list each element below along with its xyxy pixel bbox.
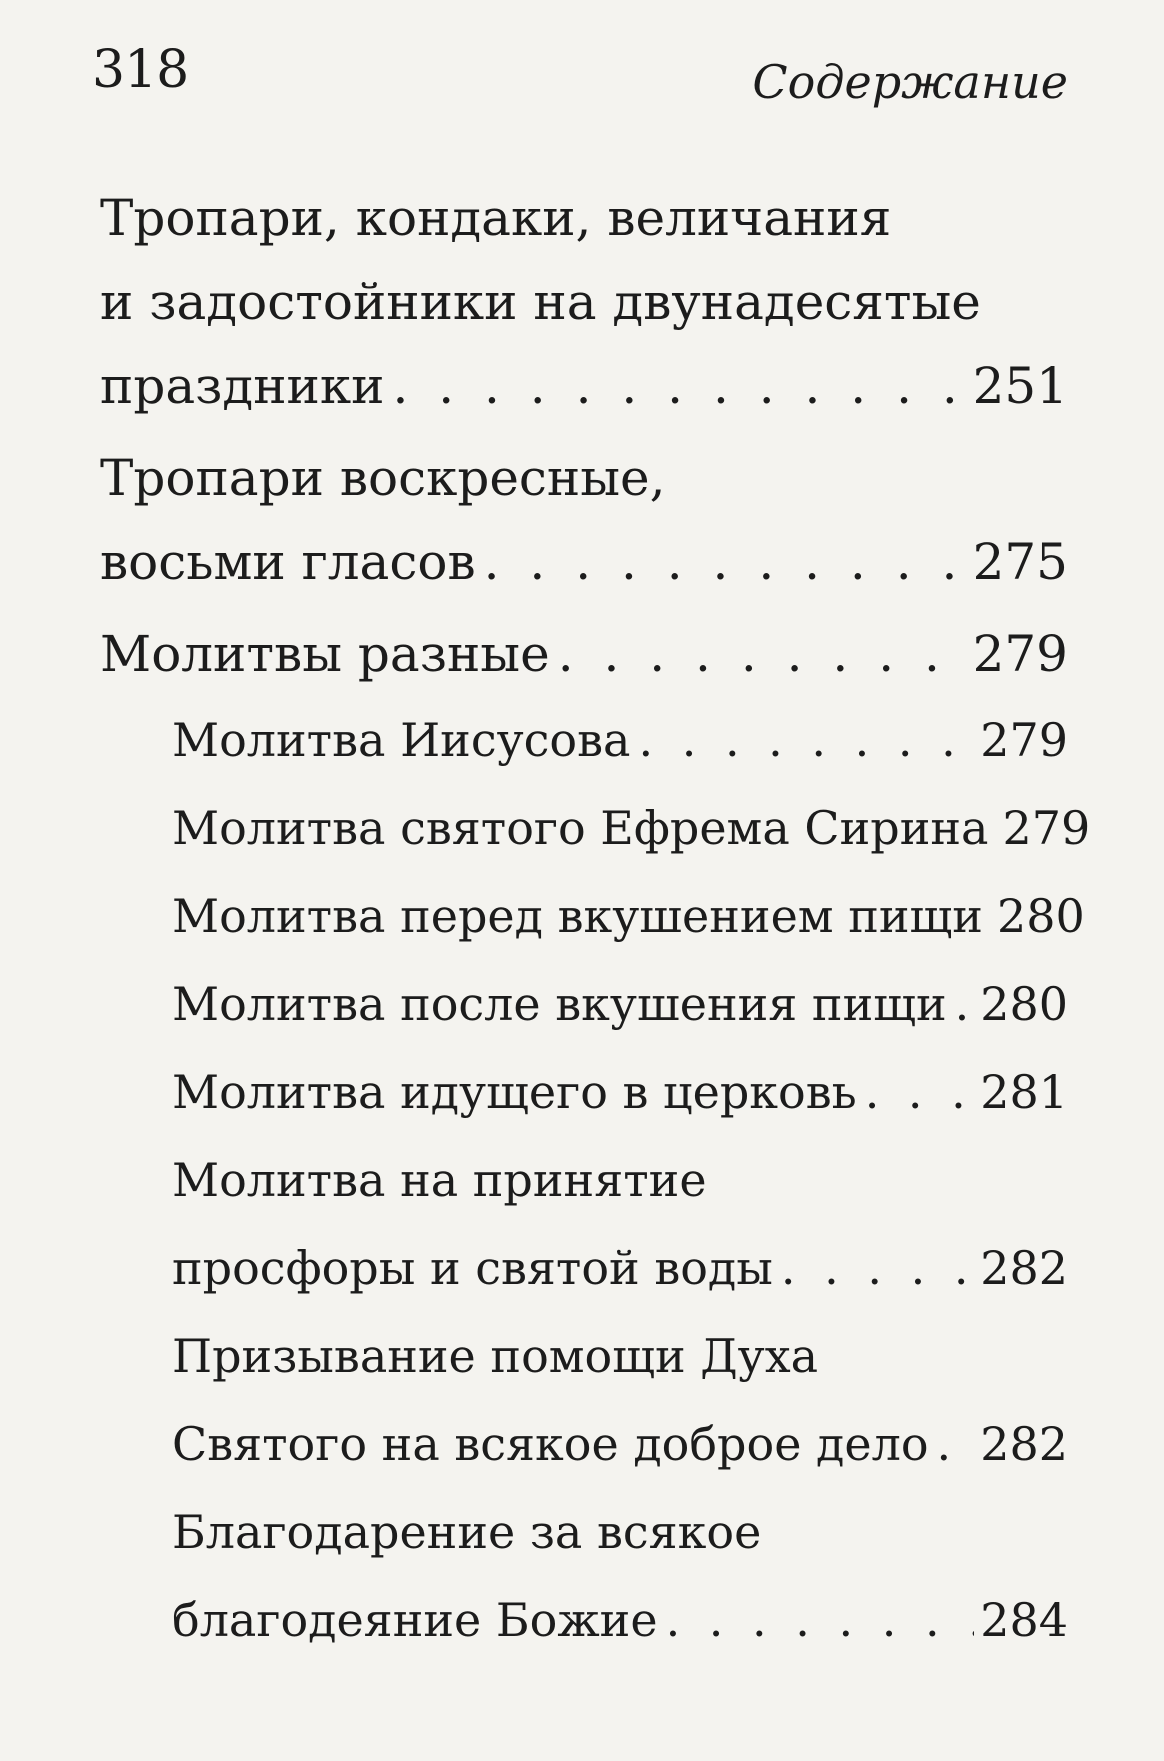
dot-leader xyxy=(781,1224,974,1312)
running-title: Содержание xyxy=(752,55,1068,109)
toc-entry-text: Молитвы разные xyxy=(100,625,550,683)
toc-entry-last-line xyxy=(172,1576,1068,1664)
toc-entry-text: Молитва святого Ефрема Сирина xyxy=(172,801,989,855)
toc-entry-last-line xyxy=(172,1048,1068,1136)
toc-entry-last-line xyxy=(172,1224,1068,1312)
toc-entry-last-line xyxy=(100,612,1068,696)
toc-page-number: 282 xyxy=(980,1417,1068,1471)
toc-page-number: 280 xyxy=(996,889,1085,943)
toc-entry-text: Благодарение за всякое xyxy=(172,1505,762,1559)
toc-entry-text: Призывание помощи Духа xyxy=(172,1329,819,1383)
toc-entry xyxy=(100,436,1068,604)
toc-entry-last-line xyxy=(172,1400,1068,1488)
toc-sub-entry xyxy=(172,1488,1068,1664)
toc-page-number: 251 xyxy=(972,357,1068,415)
toc-page-number: 279 xyxy=(1002,801,1091,855)
page-number: 318 xyxy=(92,40,189,100)
toc-entry-text: просфоры и святой воды xyxy=(172,1241,773,1295)
toc-entry-text: Тропари воскресные, xyxy=(100,449,666,507)
toc-sub-entry xyxy=(172,872,1085,960)
toc-entry-text: восьми гласов xyxy=(100,533,476,591)
toc-page-number: 282 xyxy=(980,1241,1068,1295)
toc-entry-last-line xyxy=(172,696,1068,784)
toc-entry-text: Молитва идущего в церковь xyxy=(172,1065,857,1119)
toc-page-number: 279 xyxy=(980,713,1068,767)
dot-leader xyxy=(937,1400,975,1488)
toc-page-number: 284 xyxy=(980,1593,1068,1647)
toc-entry-last-line xyxy=(172,960,1068,1048)
toc-entry-last-line xyxy=(100,520,1068,604)
toc-entry-text: праздники xyxy=(100,357,385,415)
table-of-contents xyxy=(100,176,1091,1664)
toc-sub-entry xyxy=(172,960,1068,1048)
dot-leader xyxy=(392,344,966,428)
toc-sub-entry xyxy=(172,696,1068,784)
toc-entry-text: Святого на всякое доброе дело xyxy=(172,1417,929,1471)
toc-entry-text: Молитва на принятие xyxy=(172,1153,707,1207)
dot-leader xyxy=(638,696,974,784)
toc-entry-text: Молитва Иисусова xyxy=(172,713,631,767)
dot-leader xyxy=(666,1576,975,1664)
dot-leader xyxy=(955,960,975,1048)
toc-entry-last-line xyxy=(172,784,1091,872)
toc-sub-entry xyxy=(172,1312,1068,1488)
toc-page-number: 279 xyxy=(972,625,1068,683)
toc-page-number: 280 xyxy=(980,977,1068,1031)
dot-leader xyxy=(558,612,967,696)
toc-entry xyxy=(100,176,1068,428)
toc-page-number: 281 xyxy=(980,1065,1068,1119)
dot-leader xyxy=(865,1048,975,1136)
toc-entry-last-line xyxy=(100,344,1068,428)
toc-sub-entry xyxy=(172,784,1091,872)
dot-leader xyxy=(484,520,967,604)
toc-entry-text: Тропари, кондаки, величания xyxy=(100,189,892,247)
toc-entry-text: Молитва после вкушения пищи xyxy=(172,977,947,1031)
toc-entry-text: Молитва перед вкушением пищи xyxy=(172,889,983,943)
toc-entry-last-line xyxy=(172,872,1085,960)
toc-entry-text: благодеяние Божие xyxy=(172,1593,658,1647)
toc-entry xyxy=(100,612,1068,696)
toc-page-number: 275 xyxy=(972,533,1068,591)
toc-sub-entry xyxy=(172,1048,1068,1136)
toc-sub-entry xyxy=(172,1136,1068,1312)
toc-entry-text: и задостойники на двунадесятые xyxy=(100,273,981,331)
